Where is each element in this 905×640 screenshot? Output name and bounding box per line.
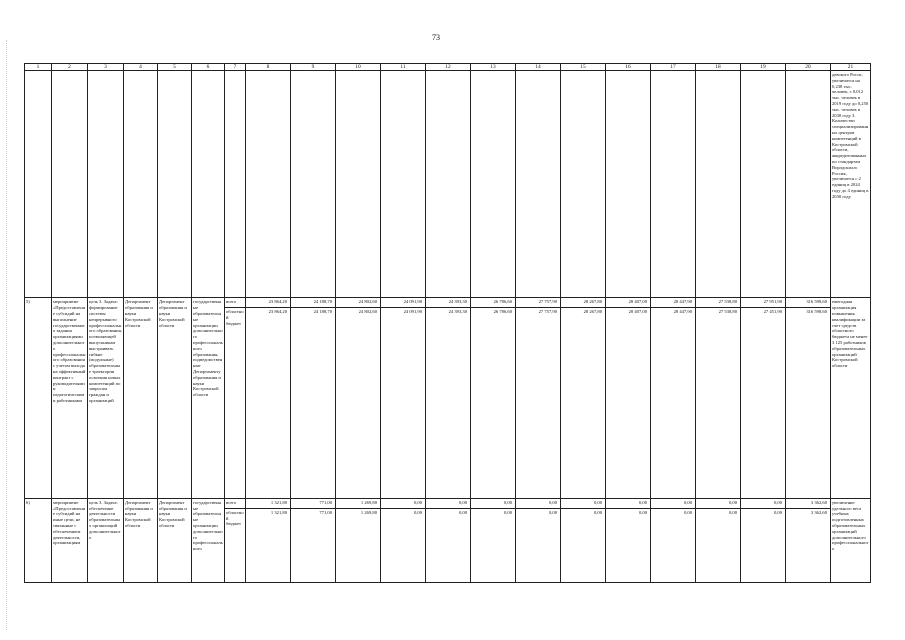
value-cell: 316 598,60: [786, 308, 831, 498]
value-cell: 3 362,60: [786, 508, 831, 582]
source-label: областной бюджет: [225, 508, 246, 582]
scan-edge: [6, 40, 7, 630]
value-cell: 0,00: [516, 508, 561, 582]
col-header: 21: [831, 64, 871, 71]
value-cell: 0,00: [426, 508, 471, 582]
page-number: 73: [432, 33, 440, 42]
col-header: 17: [651, 64, 696, 71]
value-cell: 0,00: [606, 498, 651, 508]
result-text: девского Росси, увеличится на 0,238 тыс. человек, с 0,012 тыс. человек в 2019 году до 0,250 тыс. человек в 2030 году 3. Количество специализированных центров компетенций в Костромской области, аккредитованных по стандартам Ворлдскиллс Россия, увеличится с 2 единиц в 2024 году до 4 единиц в 2030 году: [831, 71, 871, 298]
col-header: 9: [291, 64, 336, 71]
value-cell: 27 538,80: [696, 298, 741, 308]
col-header: 14: [516, 64, 561, 71]
value-cell: 24 802,60: [336, 308, 381, 498]
value-cell: 0,00: [381, 508, 426, 582]
value-cell: 0,00: [606, 508, 651, 582]
value-cell: 28 267,80: [561, 308, 606, 498]
participants-text: государственные образовательные организации дополнительного профессионального образования, подведомственные Департаменту образования и науки Костромской области: [192, 298, 225, 498]
col-header: 5: [158, 64, 192, 71]
col-header: 12: [426, 64, 471, 71]
value-cell: 0,00: [471, 508, 516, 582]
value-cell: 24 091,90: [381, 308, 426, 498]
value-cell: 0,00: [471, 498, 516, 508]
source-label: всего: [225, 498, 246, 508]
value-cell: 23 864,20: [246, 298, 291, 308]
value-cell: 24 091,90: [381, 298, 426, 308]
participants-text: государственные образовательные организации дополнительного профессионального: [192, 498, 225, 582]
value-cell: 27 757,90: [516, 298, 561, 308]
value-cell: 24 393,30: [426, 298, 471, 308]
table-row: [25, 298, 871, 308]
col-header: 1: [25, 64, 52, 71]
col-header: 3: [88, 64, 124, 71]
value-cell: 3 362,60: [786, 498, 831, 508]
table-row: [25, 498, 871, 508]
executor-text: Департамент образования и науки Костромской области: [124, 298, 158, 498]
value-cell: 0,00: [651, 508, 696, 582]
col-header: 10: [336, 64, 381, 71]
value-cell: 28 447,90: [651, 308, 696, 498]
col-header: 16: [606, 64, 651, 71]
value-cell: 28 267,80: [561, 298, 606, 308]
value-cell: 0,00: [741, 498, 786, 508]
coexecutor-text: Департамент образования и науки Костромской области: [158, 498, 192, 582]
result-text: увеличение удельного веса учебных подготовленных образовательных организаций дополнительного профессионального: [831, 498, 871, 582]
value-cell: 26 786,60: [471, 298, 516, 308]
value-cell: 26 786,60: [471, 308, 516, 498]
value-cell: 1 321,80: [246, 498, 291, 508]
value-cell: 27 538,80: [696, 308, 741, 498]
col-header: 7: [225, 64, 246, 71]
value-cell: 0,00: [696, 498, 741, 508]
table-row: [25, 71, 871, 298]
value-cell: 28 447,90: [651, 298, 696, 308]
value-cell: 0,00: [651, 498, 696, 508]
value-cell: 0,00: [741, 508, 786, 582]
source-label: всего: [225, 298, 246, 308]
value-cell: 24 188,70: [291, 298, 336, 308]
col-header: 4: [124, 64, 158, 71]
value-cell: 27 757,90: [516, 308, 561, 498]
value-cell: 0,00: [426, 498, 471, 508]
col-header: 15: [561, 64, 606, 71]
measure-text: мероприятие «Предоставление субсидий на выполнение государственного задания организациями дополнительного профессионального образования с учетом выхода на эффективный контракт с руководителями и педагогическими работниками: [52, 298, 88, 498]
value-cell: 316 598,60: [786, 298, 831, 308]
col-header: 6: [192, 64, 225, 71]
col-header: 11: [381, 64, 426, 71]
source-label: областной бюджет: [225, 308, 246, 498]
row-number: 6): [25, 498, 52, 582]
value-cell: 771,00: [291, 498, 336, 508]
row-number: 5): [25, 298, 52, 498]
value-cell: 0,00: [381, 498, 426, 508]
result-text: ежегодная организация повышения квалификации за счет средств областного бюджета не менее 3 125 работников образовательных организаций Костромской области: [831, 298, 871, 498]
col-header: 18: [696, 64, 741, 71]
value-cell: 1 321,80: [246, 508, 291, 582]
value-cell: 24 802,60: [336, 298, 381, 308]
value-cell: 27 951,90: [741, 298, 786, 308]
value-cell: 0,00: [561, 508, 606, 582]
program-table: [24, 63, 871, 583]
col-header: 8: [246, 64, 291, 71]
measure-text: мероприятие «Предоставление субсидий на иные цели, не связанные с обеспечением деятельности, организациям: [52, 498, 88, 582]
goal-text: цель 3. Задача: формирование системы непрерывного профессионального образования, позволяющей выпускникам выстраивать гибкие (модульные) образовательные траектории освоения новых компетенций по запросам граждан и организаций: [88, 298, 124, 498]
value-cell: 1 269,80: [336, 508, 381, 582]
value-cell: 0,00: [561, 498, 606, 508]
coexecutor-text: Департамент образования и науки Костромской области: [158, 298, 192, 498]
value-cell: 28 407,00: [606, 298, 651, 308]
goal-text: цель 3. Задача: обеспечение деятельности образовательных организаций дополнительного: [88, 498, 124, 582]
value-cell: 24 393,30: [426, 308, 471, 498]
value-cell: 1 269,80: [336, 498, 381, 508]
value-cell: 0,00: [516, 498, 561, 508]
executor-text: Департамент образования и науки Костромской области: [124, 498, 158, 582]
col-header: 20: [786, 64, 831, 71]
value-cell: 771,00: [291, 508, 336, 582]
col-header: 19: [741, 64, 786, 71]
value-cell: 28 407,00: [606, 308, 651, 498]
value-cell: 23 864,20: [246, 308, 291, 498]
value-cell: 27 451,90: [741, 308, 786, 498]
value-cell: 0,00: [696, 508, 741, 582]
col-header: 2: [52, 64, 88, 71]
col-header: 13: [471, 64, 516, 71]
value-cell: 24 188,70: [291, 308, 336, 498]
column-number-row: [25, 64, 871, 71]
